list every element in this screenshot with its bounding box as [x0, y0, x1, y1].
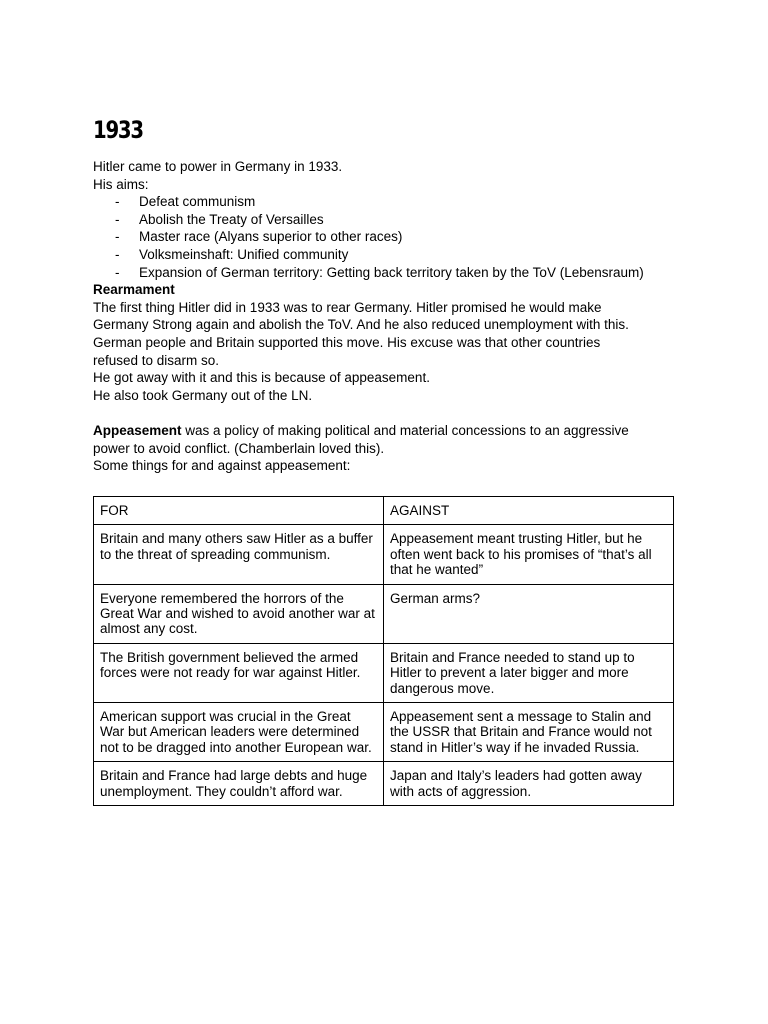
against-cell: Appeasement meant trusting Hitler, but he often went back to his promises of “that’s all that he wanted”: [384, 525, 674, 584]
appeasement-term: Appeasement: [93, 422, 182, 438]
rearmament-line: The first thing Hitler did in 1933 was to rear Germany. Hitler promised he would make: [93, 299, 602, 315]
rearmament-line: refused to disarm so.: [93, 352, 220, 368]
rearmament-line: He also took Germany out of the LN.: [93, 387, 313, 403]
table-row: [94, 643, 674, 702]
header-against: AGAINST: [384, 497, 674, 525]
aim-text: Defeat communism: [139, 194, 256, 210]
table-row: [94, 584, 674, 643]
aims-label: His aims:: [93, 176, 149, 192]
intro-line: Hitler came to power in Germany in 1933.: [93, 159, 343, 174]
for-cell: Everyone remembered the horrors of the Great War and wished to avoid another war at almost any cost.: [94, 584, 384, 643]
aim-item: [93, 228, 683, 246]
table-row: [94, 703, 674, 762]
aim-text: Master race (Alyans superior to other races): [139, 229, 403, 245]
list-dash: -: [115, 246, 120, 262]
table-row: [94, 762, 674, 806]
appeasement-definition-text: was a policy of making political and material concessions to an aggressive: [181, 422, 629, 438]
rearmament-line: He got away with it and this is because of appeasement.: [93, 370, 430, 386]
aim-item: [93, 193, 683, 211]
table-row: [94, 525, 674, 584]
list-dash: -: [115, 264, 120, 280]
appeasement-definition-line2: power to avoid conflict. (Chamberlain loved this).: [93, 440, 385, 456]
aim-item: [93, 211, 683, 229]
rearmament-heading: Rearmament: [93, 282, 175, 298]
aim-item: [93, 246, 683, 264]
for-cell: American support was crucial in the Great War but American leaders were determined not to be dragged into another European war.: [94, 703, 384, 762]
against-cell: Appeasement sent a message to Stalin and the USSR that Britain and France would not stand in Hitler’s way if he invaded Russia.: [384, 703, 674, 762]
appeasement-definition: [93, 422, 683, 440]
for-cell: Britain and many others saw Hitler as a buffer to the threat of spreading communism.: [94, 525, 384, 584]
document-body: [93, 158, 683, 475]
for-against-table: [93, 496, 674, 806]
against-cell: Britain and France needed to stand up to Hitler to prevent a later bigger and more dangerous move.: [384, 643, 674, 702]
header-for: FOR: [94, 497, 384, 525]
against-cell: German arms?: [384, 584, 674, 643]
aim-text: Volksmeinshaft: Unified community: [139, 246, 349, 262]
for-cell: Britain and France had large debts and huge unemployment. They couldn’t afford war.: [94, 762, 384, 806]
page-title: 1933: [93, 116, 143, 144]
list-dash: -: [115, 211, 120, 227]
rearmament-line: Germany Strong again and abolish the ToV. And he also reduced unemployment with this.: [93, 317, 629, 333]
list-dash: -: [115, 229, 120, 245]
list-dash: -: [115, 194, 120, 210]
appeasement-intro: Some things for and against appeasement:: [93, 458, 351, 474]
against-cell: Japan and Italy’s leaders had gotten away with acts of aggression.: [384, 762, 674, 806]
rearmament-line: German people and Britain supported this move. His excuse was that other countries: [93, 334, 601, 350]
table-header-row: [94, 497, 674, 525]
aim-item: [93, 264, 683, 282]
paragraph-spacer: [93, 404, 683, 422]
aim-text: Abolish the Treaty of Versailles: [139, 211, 324, 227]
aim-text: Expansion of German territory: Getting back territory taken by the ToV (Lebensraum): [139, 264, 644, 280]
for-cell: The British government believed the armed forces were not ready for war against Hitler.: [94, 643, 384, 702]
aims-list: [93, 193, 683, 281]
